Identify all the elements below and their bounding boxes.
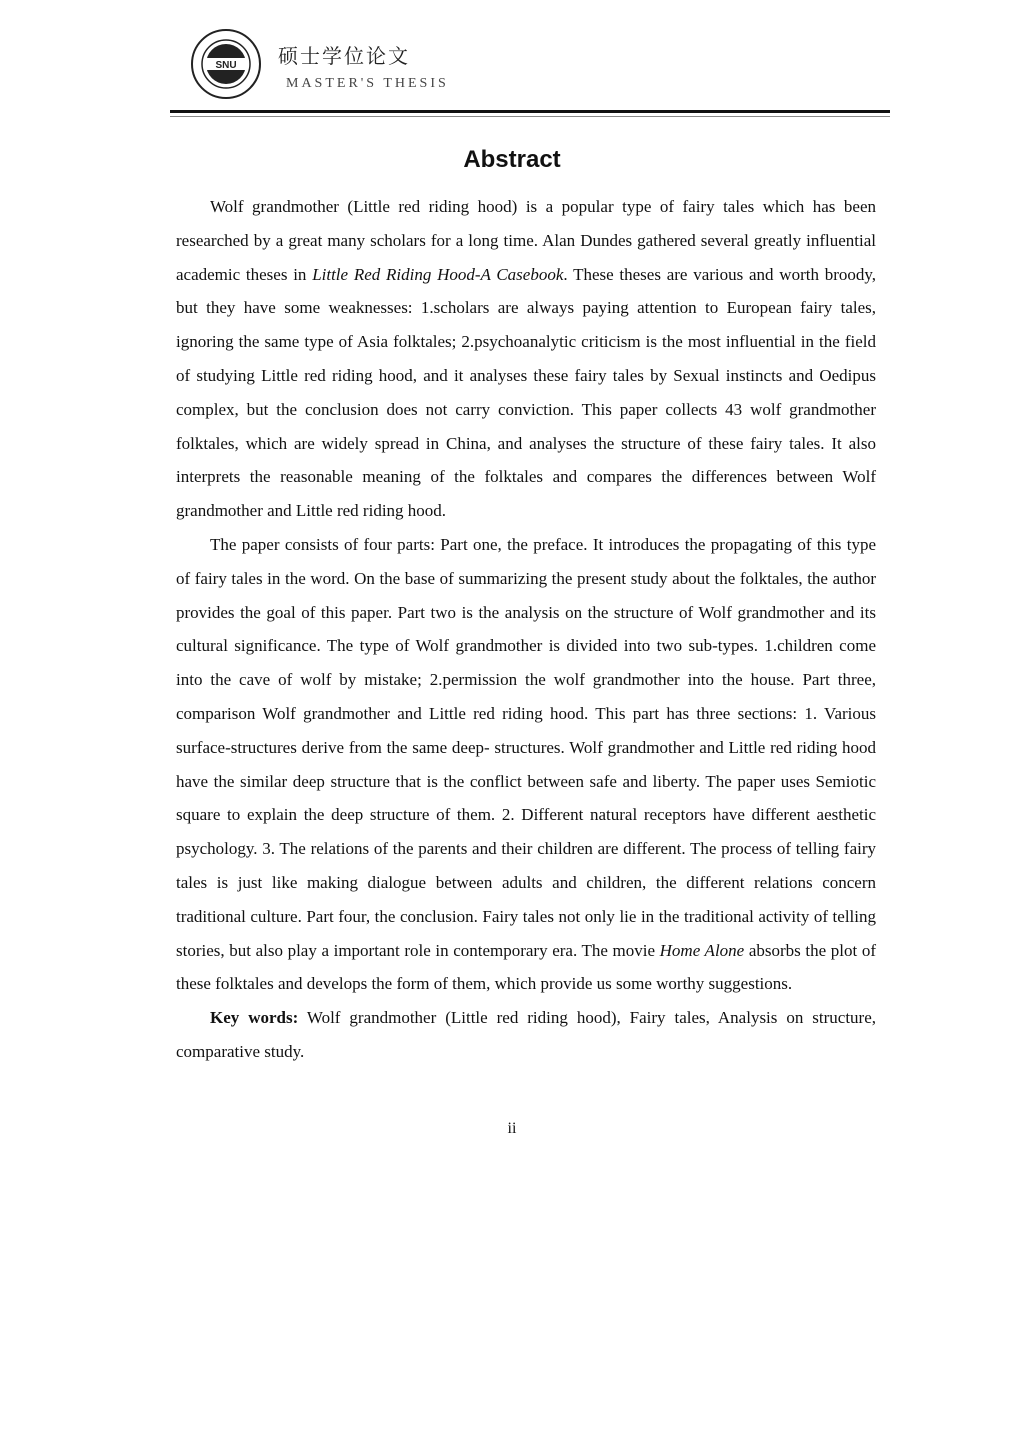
abstract-title: Abstract — [463, 146, 561, 173]
paragraph-text: . These theses are various and worth broody, but they have some weaknesses: 1.scholars are always paying attention to European fairy tales, ignoring the same type of Asia folktales; 2.psychoanalytic criticism is the most influential in the field of studying Little red riding hood, and it analyses these fairy tales by Sexual instincts and Oedipus complex, but the conclusion does not carry conviction. This paper collects 43 wolf grandmother folktales, which are widely spread in China, and analyses the structure of these fairy tales. It also interprets the reasonable meaning of the folktales and compares the differences between Wolf grandmother and Little red riding hood. — [176, 264, 876, 521]
paragraph-text: Wolf grandmother (Little red riding hood) is a popular type of fairy tales which has been researched by a great many scholars for a long time. Alan Dundes gathered several greatly influential academic theses in — [176, 197, 876, 284]
keywords — [176, 1001, 876, 1069]
abstract-paragraph — [176, 528, 876, 1001]
page-header — [190, 28, 890, 108]
paragraph-text: absorbs the plot of these folktales and develops the form of them, which provide us some worthy suggestions. — [176, 940, 876, 994]
page-number: ii — [507, 1120, 517, 1137]
keywords-label: Key words: — [210, 1008, 299, 1028]
svg-text:SNU: SNU — [215, 60, 237, 71]
abstract-body — [176, 190, 876, 1069]
keywords-text: Wolf grandmother (Little red riding hood), Fairy tales, Analysis on structure, comparative study. — [176, 1008, 876, 1061]
italic-title-text: Little Red Riding Hood-A Casebook — [312, 264, 564, 284]
university-seal-icon — [190, 28, 262, 100]
italic-title-text: Home Alone — [659, 940, 745, 960]
header-chinese-title: 硕士学位论文 — [278, 44, 410, 68]
header-english-title: MASTER'S THESIS — [286, 76, 449, 91]
header-rule-thin — [170, 116, 890, 117]
header-rule — [170, 110, 890, 113]
paragraph-text: The paper consists of four parts: Part one, the preface. It introduces the propagating of this type of fairy tales in the word. On the base of summarizing the present study about the folktales, the author provides the goal of this paper. Part two is the analysis on the structure of Wolf grandmother and its cultural significance. The type of Wolf grandmother is divided into two sub-types. 1.children come into the cave of wolf by mistake; 2.permission the wolf grandmother into the house. Part three, comparison Wolf grandmother and Little red riding hood. This part has three sections: 1. Various surface-structures derive from the same deep- structures. Wolf grandmother and Little red riding hood have the similar deep structure that is the conflict between safe and liberty. The paper uses Semiotic square to explain the deep structure of them. 2. Different natural receptors have different aesthetic psychology. 3. The relations of the parents and their children are different. The process of telling fairy tales is just like making dialogue between adults and children, the different relations concern traditional culture. Part four, the conclusion. Fairy tales not only lie in the traditional activity of telling stories, but also play a important role in contemporary era. The movie — [176, 534, 876, 960]
abstract-paragraph — [176, 190, 876, 528]
